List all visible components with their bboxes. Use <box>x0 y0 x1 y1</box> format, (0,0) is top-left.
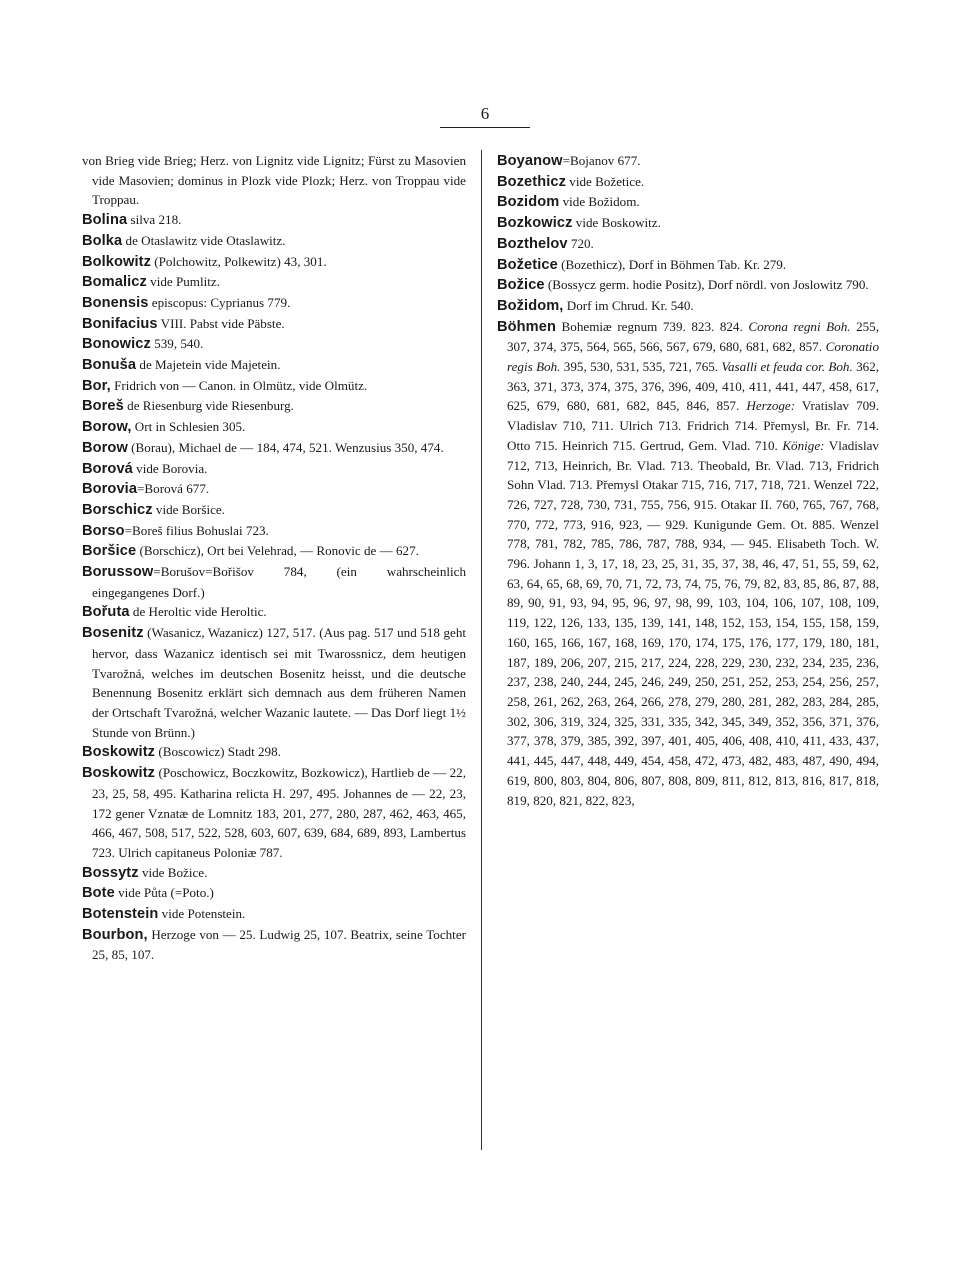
entry-headword: Bozkowicz <box>497 215 573 232</box>
right-column <box>497 151 879 810</box>
index-entry <box>497 213 879 234</box>
entry-headword: Bolkowitz <box>82 253 152 270</box>
entry-text: silva 218. <box>127 212 182 228</box>
entry-headword: Boyanow <box>497 153 563 169</box>
entry-headword: Bořuta <box>82 604 130 621</box>
index-entry <box>82 151 466 210</box>
entry-headword: Boskowitz <box>82 765 156 782</box>
entry-text: (Bossycz germ. hodie Positz), Dorf nördl. von Joslowitz 790. <box>544 277 869 293</box>
entry-headword: Borow, <box>82 419 132 436</box>
index-entry <box>82 252 466 273</box>
entry-headword: Bossytz <box>82 864 139 881</box>
index-entry <box>497 317 879 811</box>
entry-headword: Božidom, <box>497 297 564 314</box>
entry-headword: Bote <box>82 885 115 902</box>
index-entry <box>497 255 879 276</box>
entry-text: vide Potenstein. <box>158 906 246 922</box>
entry-text: (Poschowicz, Boczkowitz, Bozkowicz), Hartlieb de — 22, 23, 25, 58, 495. Katharina relicta H. 297, 495. Johannes de — 22, 23, 172 gener Vznatæ de Lomnitz 183, 201, 277, 280, 287, 462, 463, 465, 466, 467, 508, 517, 522, 528, 603, 607, 639, 684, 689, 893, Lambertus 723. Ulrich capitaneus Poloniæ 787. <box>92 765 466 860</box>
page-number: 6 <box>480 104 490 123</box>
index-entry <box>82 210 466 231</box>
entry-headword: Bosenitz <box>82 625 144 642</box>
entry-headword: Boskowitz <box>82 744 156 761</box>
entry-text: (Boscowicz) Stadt 298. <box>155 744 281 760</box>
index-entry <box>82 763 466 863</box>
entry-text: episcopus: Cyprianus 779. <box>148 294 291 310</box>
index-entry <box>497 151 879 172</box>
index-entry <box>82 500 466 521</box>
entry-headword: Bor, <box>82 377 111 394</box>
index-entry <box>82 417 466 438</box>
page-number-rule <box>440 127 530 128</box>
entry-headword: Borow <box>82 439 128 456</box>
entry-text: =Borová 677. <box>137 481 210 497</box>
index-entry <box>82 479 466 500</box>
index-entry <box>82 863 466 884</box>
index-entry <box>82 562 466 602</box>
index-entry <box>82 231 466 252</box>
entry-headword: Bozthelov <box>497 235 568 252</box>
index-entry <box>82 314 466 335</box>
index-entry <box>497 192 879 213</box>
entry-text: (Borau), Michael de — 184, 474, 521. Wenzusius 350, 474. <box>127 439 444 455</box>
entry-text: Ort in Schlesien 305. <box>131 419 246 435</box>
entry-headword: Bonowicz <box>82 336 151 353</box>
index-entry <box>82 623 466 742</box>
index-entry <box>497 234 879 255</box>
index-entry <box>82 742 466 763</box>
entry-headword: Božetice <box>497 256 558 273</box>
entry-text: =Borušov=Bořišov 784, (ein wahrscheinlich eingegangenes Dorf.) <box>92 564 466 600</box>
entry-headword: Borussow <box>82 564 154 581</box>
entry-text: de Heroltic vide Heroltic. <box>129 604 267 620</box>
entry-text: de Riesenburg vide Riesenburg. <box>123 398 294 414</box>
entry-text: vide Božice. <box>138 864 208 880</box>
entry-headword: Botenstein <box>82 906 159 923</box>
entry-italic-text: Herzoge: <box>739 398 796 414</box>
entry-headword: Bonensis <box>82 294 149 311</box>
entry-text: (Borschicz), Ort bei Velehrad, — Ronovic de — 627. <box>136 543 419 559</box>
index-entry <box>82 521 466 542</box>
index-entry <box>82 602 466 623</box>
entry-headword: Bonifacius <box>82 315 158 332</box>
entry-text: Vladislav 712, 713, Heinrich, Br. Vlad. 713. Theobald, Br. Vlad. 713, Fridrich Sohn Vlad. 713. Přemysl Otakar 715, 716, 717, 718, 721. Wenzel 722, 726, 727, 728, 730, 731, 755, 756, 915. Otakar II. 760, 765, 767, 768, 770, 772, 773, 916, 923, — 929. Kunigunde Gem. Ot. 885. Wenzel 778, 781, 782, 785, 786, 787, 788, 934, — 945. Elisabeth Toch. W. 796. Johann 1, 3, 17, 18, 23, 25, 31, 35, 37, 38, 46, 47, 51, 55, 59, 62, 63, 64, 65, 68, 69, 70, 71, 72, 73, 74, 75, 76, 79, 82, 83, 85, 86, 87, 88, 89, 90, 91, 93, 94, 95, 96, 97, 98, 99, 103, 104, 106, 107, 108, 109, 119, 122, 126, 133, 135, 139, 141, 148, 152, 153, 154, 155, 158, 159, 160, 165, 166, 167, 168, 169, 170, 174, 175, 176, 177, 179, 180, 181, 187, 189, 206, 207, 215, 217, 224, 228, 229, 230, 232, 234, 235, 236, 237, 238, 240, 244, 245, 246, 249, 250, 251, 252, 253, 254, 256, 257, 258, 261, 262, 263, 264, 266, 278, 279, 280, 281, 282, 283, 284, 285, 302, 306, 319, 324, 325, 331, 335, 342, 345, 349, 352, 356, 371, 376, 377, 378, 379, 385, 392, 397, 401, 405, 406, 408, 410, 411, 433, 437, 441, 445, 447, 448, 449, 454, 458, 472, 473, 482, 483, 487, 490, 494, 619, 800, 803, 804, 806, 807, 808, 809, 811, 812, 813, 816, 817, 818, 819, 820, 821, 822, 823, <box>507 437 879 808</box>
index-entry <box>497 275 879 296</box>
entry-headword: Boreš <box>82 398 124 415</box>
index-entry <box>82 376 466 397</box>
entry-text: 395, 530, 531, 535, 721, 765. <box>560 359 719 375</box>
entry-text: =Boreš filius Bohuslai 723. <box>124 522 269 538</box>
index-entry <box>497 172 879 193</box>
entry-text: de Otaslawitz vide Otaslawitz. <box>122 232 286 248</box>
index-entry <box>82 334 466 355</box>
entry-text: 720. <box>567 235 594 251</box>
entry-text: vide Borovia. <box>132 460 208 476</box>
entry-text: vide Božetice. <box>566 173 645 189</box>
entry-headword: Bozidom <box>497 194 560 211</box>
index-entry <box>497 296 879 317</box>
entry-text: 539, 540. <box>150 336 204 352</box>
entry-headword: Borso <box>82 522 125 539</box>
entry-text: (Wasanicz, Wazanicz) 127, 517. (Aus pag. 517 und 518 geht hervor, dass Wazanicz identisch sei mit Twarossnicz, dem heutigen Tvarožná, welches im deutschen Bosenitz heisst, und die deutsche Benennung Bosenitz erklärt sich demnach aus dem früheren Namen der Ortschaft Tvarožná, welcher Wazanic lautete. — Das Dorf liegt 1½ Stunde von Brünn.) <box>92 625 466 740</box>
entry-text: (Bozethicz), Dorf in Böhmen Tab. Kr. 279. <box>557 256 787 272</box>
entry-text: VIII. Pabst vide Päbste. <box>157 315 285 331</box>
entry-text: Herzoge von — 25. Ludwig 25, 107. Beatrix, seine Tochter 25, 85, 107. <box>92 926 466 963</box>
column-divider <box>481 150 482 1150</box>
entry-text: 255, 307, 374, 375, 564, 565, 566, 567, 679, 680, 681, 682, 857. <box>507 318 879 355</box>
entry-text: de Majetein vide Majetein. <box>136 357 281 373</box>
entry-text: von Brieg vide Brieg; Herz. von Lignitz vide Lignitz; Fürst zu Masovien vide Masovien; dominus in Plozk vide Plozk; Herz. von Troppau vide Troppau. <box>82 153 466 208</box>
left-column <box>82 151 466 965</box>
entry-headword: Bolka <box>82 232 123 249</box>
entry-text: =Bojanov 677. <box>562 153 641 168</box>
entry-headword: Bomalicz <box>82 274 147 291</box>
entry-text: (Polchowitz, Polkewitz) 43, 301. <box>151 253 327 269</box>
index-entry <box>82 438 466 459</box>
entry-italic-text: Könige: <box>777 437 825 453</box>
entry-italic-text: Vasalli et feuda cor. Boh. <box>718 359 853 375</box>
index-entry <box>82 925 466 965</box>
entry-italic-text: Coronatio regis Boh. <box>507 339 879 375</box>
entry-italic-text: Corona regni Boh. <box>742 318 851 334</box>
index-entry <box>82 293 466 314</box>
entry-text: vide Boršice. <box>152 501 226 517</box>
entry-text: vide Pumlitz. <box>146 274 220 290</box>
entry-headword: Bourbon, <box>82 926 148 943</box>
entry-headword: Bolina <box>82 212 128 229</box>
entry-text: vide Boskowitz. <box>572 215 661 231</box>
index-entry <box>82 904 466 925</box>
entry-text: Bohemiæ regnum 739. 823. 824. <box>555 318 743 334</box>
index-entry <box>82 272 466 293</box>
entry-headword: Bozethicz <box>497 173 567 190</box>
entry-text: Fridrich von — Canon. in Olmütz, vide Olmütz. <box>110 377 368 393</box>
entry-headword: Borschicz <box>82 501 153 518</box>
index-entry <box>82 541 466 562</box>
entry-headword: Borovia <box>82 481 138 498</box>
index-entry <box>82 355 466 376</box>
entry-headword: Boršice <box>82 543 137 560</box>
entry-headword: Bonuša <box>82 357 137 374</box>
index-entry <box>82 396 466 417</box>
entry-text: 362, 363, 371, 373, 374, 375, 376, 396, 409, 410, 411, 441, 447, 458, 617, 625, 679, 680, 681, 682, 845, 846, 857. <box>507 359 880 414</box>
entry-headword: Borová <box>82 460 133 477</box>
entry-text: vide Božidom. <box>559 194 640 210</box>
entry-text: vide Půta (=Poto.) <box>114 885 214 901</box>
entry-headword: Božice <box>497 277 545 294</box>
index-entry <box>82 459 466 480</box>
entry-text: Dorf im Chrud. Kr. 540. <box>563 297 694 313</box>
entry-headword: Böhmen <box>497 318 556 335</box>
index-entry <box>82 883 466 904</box>
entry-text: Vratislav 709. Vladislav 710, 711. Ulrich 713. Fridrich 714. Přemysl, Br. Fr. 714. Otto 715. Heinrich 715. Gertrud, Gem. Vlad. 710. <box>507 398 879 453</box>
